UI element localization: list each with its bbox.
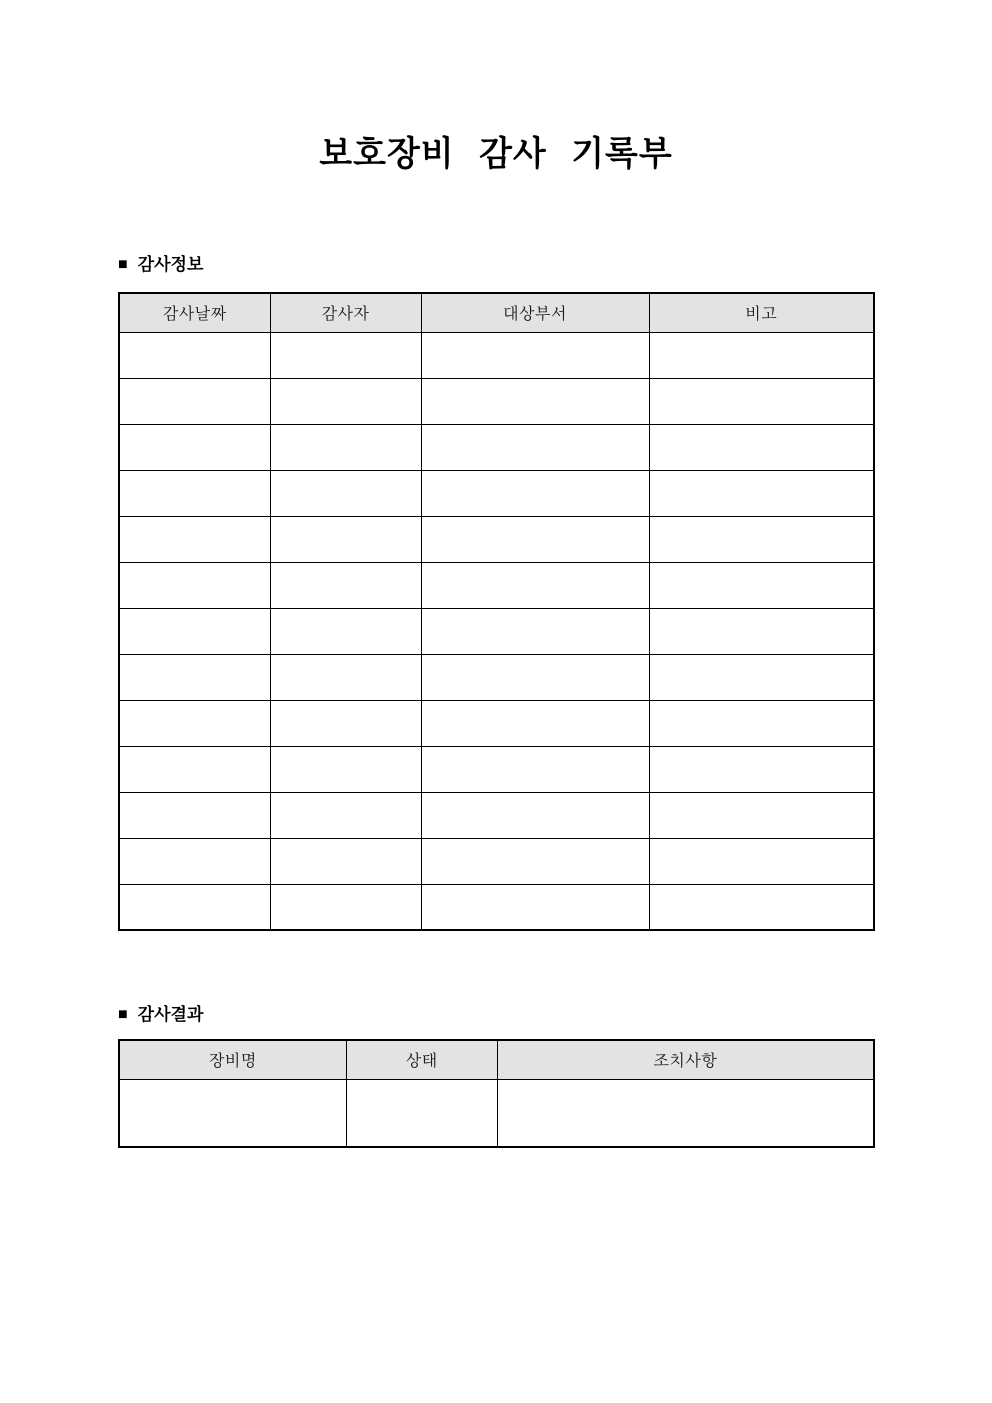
empty-cell bbox=[119, 792, 270, 838]
empty-cell bbox=[649, 884, 874, 930]
empty-cell bbox=[649, 378, 874, 424]
empty-cell bbox=[270, 884, 421, 930]
empty-cell bbox=[270, 424, 421, 470]
empty-cell bbox=[649, 562, 874, 608]
empty-cell bbox=[421, 884, 649, 930]
empty-cell bbox=[421, 608, 649, 654]
empty-cell bbox=[649, 424, 874, 470]
empty-cell bbox=[421, 654, 649, 700]
empty-cell bbox=[649, 746, 874, 792]
empty-cell bbox=[119, 516, 270, 562]
table-row bbox=[119, 838, 874, 884]
column-header-remarks: 비고 bbox=[649, 293, 874, 332]
table-row bbox=[119, 424, 874, 470]
table-row bbox=[119, 470, 874, 516]
table-row bbox=[119, 746, 874, 792]
empty-cell bbox=[421, 332, 649, 378]
table-row bbox=[119, 884, 874, 930]
empty-cell bbox=[119, 700, 270, 746]
empty-cell bbox=[346, 1079, 497, 1147]
empty-cell bbox=[119, 378, 270, 424]
empty-cell bbox=[270, 792, 421, 838]
empty-cell bbox=[119, 884, 270, 930]
table-row bbox=[119, 1079, 874, 1147]
empty-cell bbox=[649, 516, 874, 562]
empty-cell bbox=[649, 838, 874, 884]
empty-cell bbox=[421, 838, 649, 884]
empty-cell bbox=[270, 562, 421, 608]
section-heading-label: 감사결과 bbox=[137, 1005, 204, 1024]
section-heading-audit-info bbox=[118, 253, 992, 277]
column-header-equipment-name: 장비명 bbox=[119, 1040, 346, 1079]
empty-cell bbox=[119, 562, 270, 608]
empty-cell bbox=[649, 332, 874, 378]
empty-cell bbox=[270, 746, 421, 792]
table-row bbox=[119, 700, 874, 746]
empty-cell bbox=[270, 378, 421, 424]
empty-cell bbox=[119, 654, 270, 700]
column-header-status: 상태 bbox=[346, 1040, 497, 1079]
empty-cell bbox=[119, 424, 270, 470]
empty-cell bbox=[497, 1079, 874, 1147]
empty-cell bbox=[119, 1079, 346, 1147]
empty-cell bbox=[270, 608, 421, 654]
empty-cell bbox=[119, 608, 270, 654]
empty-cell bbox=[421, 470, 649, 516]
empty-cell bbox=[421, 378, 649, 424]
empty-cell bbox=[421, 516, 649, 562]
empty-cell bbox=[270, 700, 421, 746]
section-bullet-icon: ■ bbox=[118, 256, 128, 273]
empty-cell bbox=[119, 746, 270, 792]
column-header-audit-date: 감사날짜 bbox=[119, 293, 270, 332]
page-title: 보호장비 감사 기록부 bbox=[319, 135, 673, 173]
empty-cell bbox=[421, 792, 649, 838]
column-header-target-department: 대상부서 bbox=[421, 293, 649, 332]
empty-cell bbox=[649, 608, 874, 654]
empty-cell bbox=[270, 470, 421, 516]
empty-cell bbox=[270, 332, 421, 378]
table-row bbox=[119, 332, 874, 378]
section-heading-audit-result bbox=[118, 1003, 992, 1027]
table-header-row bbox=[119, 1040, 874, 1079]
empty-cell bbox=[119, 332, 270, 378]
empty-cell bbox=[649, 470, 874, 516]
empty-cell bbox=[649, 792, 874, 838]
column-header-auditor: 감사자 bbox=[270, 293, 421, 332]
empty-cell bbox=[421, 562, 649, 608]
column-header-action-items: 조치사항 bbox=[497, 1040, 874, 1079]
table-header-row bbox=[119, 293, 874, 332]
empty-cell bbox=[119, 838, 270, 884]
section-heading-label: 감사정보 bbox=[137, 255, 204, 274]
empty-cell bbox=[421, 746, 649, 792]
table-row bbox=[119, 516, 874, 562]
audit-info-table bbox=[118, 292, 875, 931]
audit-result-table bbox=[118, 1039, 875, 1148]
table-row bbox=[119, 378, 874, 424]
empty-cell bbox=[421, 424, 649, 470]
empty-cell bbox=[270, 838, 421, 884]
empty-cell bbox=[649, 654, 874, 700]
empty-cell bbox=[421, 700, 649, 746]
table-row bbox=[119, 654, 874, 700]
section-bullet-icon: ■ bbox=[118, 1006, 128, 1023]
table-row bbox=[119, 608, 874, 654]
empty-cell bbox=[649, 700, 874, 746]
empty-cell bbox=[270, 516, 421, 562]
empty-cell bbox=[270, 654, 421, 700]
table-row bbox=[119, 792, 874, 838]
table-row bbox=[119, 562, 874, 608]
empty-cell bbox=[119, 470, 270, 516]
